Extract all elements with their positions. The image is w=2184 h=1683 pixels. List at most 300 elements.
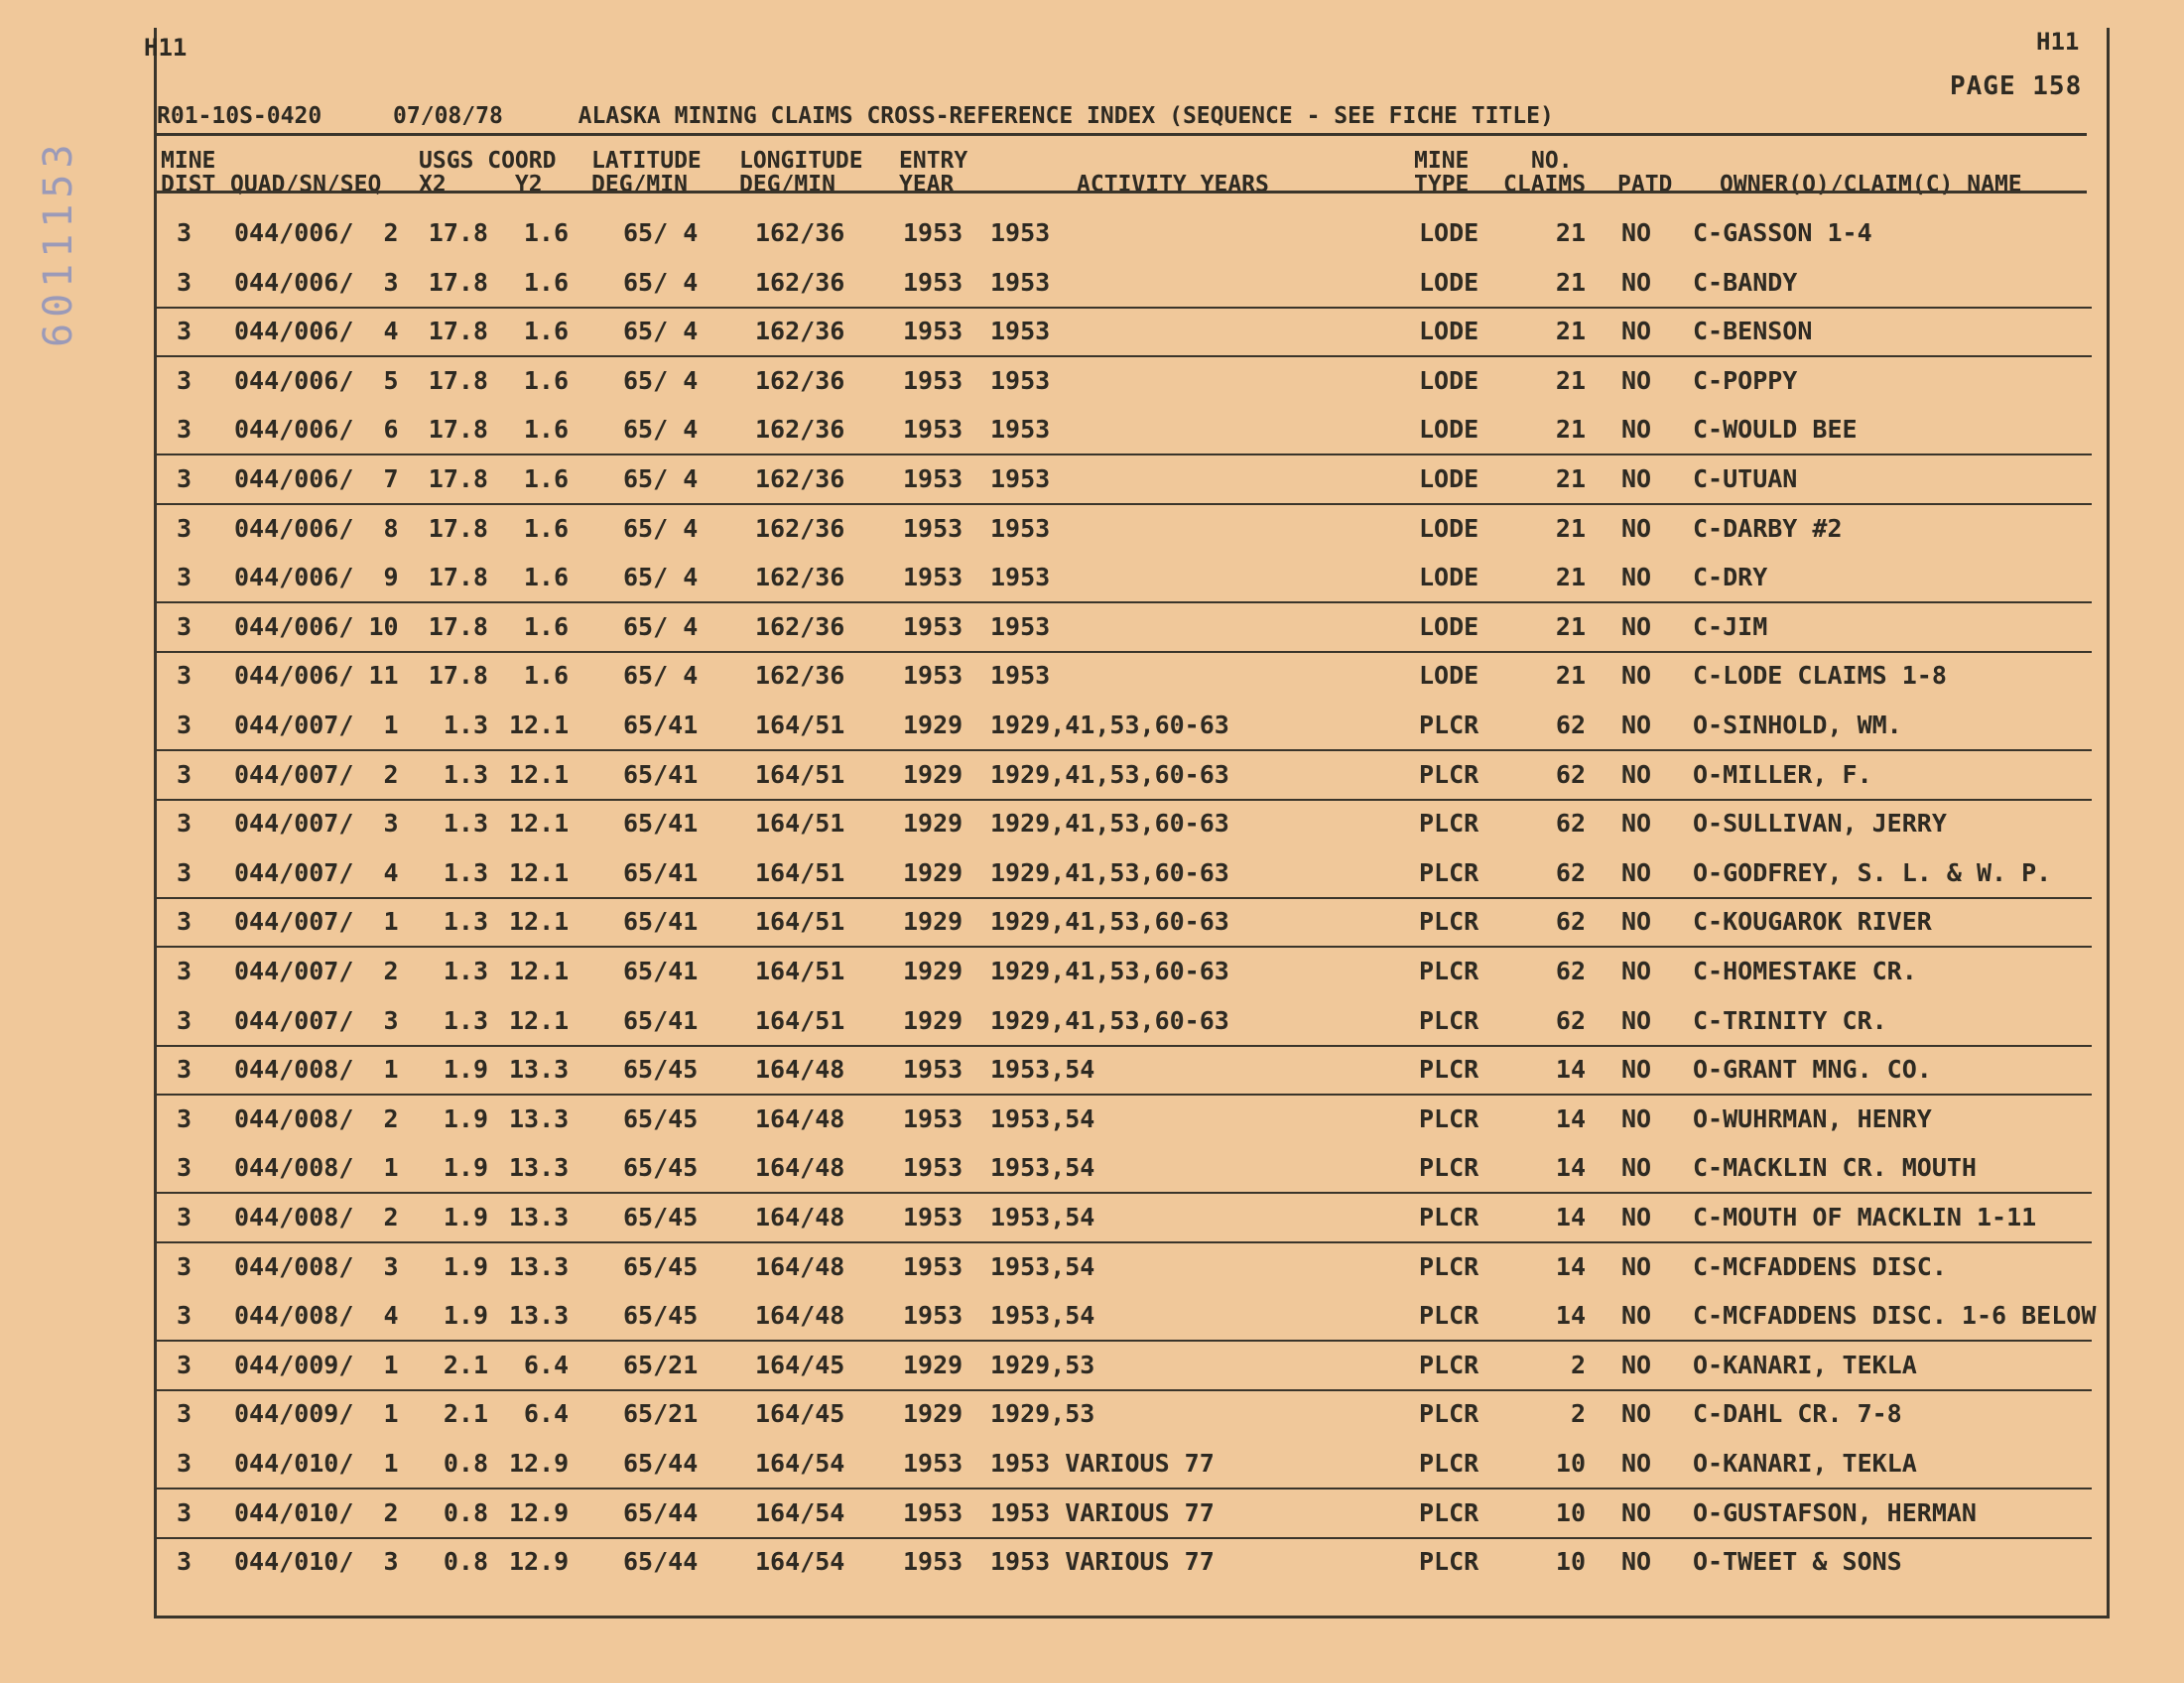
cell-type: LODE <box>1419 415 1479 445</box>
cell-lat: 65/ 4 <box>623 365 699 395</box>
cell-type: LODE <box>1419 563 1479 592</box>
cell-type: PLCR <box>1419 1547 1479 1577</box>
cell-lat: 65/45 <box>623 1103 699 1133</box>
cell-quad: 044/008/ 4 <box>234 1301 399 1331</box>
cell-owner: C-DRY <box>1693 563 1768 592</box>
cell-dist: 3 <box>177 513 193 543</box>
table-row <box>157 848 2092 899</box>
cell-x: 17.8 <box>428 464 488 493</box>
cell-entry: 1929 <box>903 809 964 839</box>
cell-pato: NO <box>1621 759 1652 789</box>
cell-claims: 21 <box>1555 218 1586 247</box>
cell-lat: 65/41 <box>623 759 699 789</box>
cell-owner: C-JIM <box>1693 611 1768 641</box>
cell-x: 2.1 <box>443 1399 488 1429</box>
cell-quad: 044/007/ 4 <box>234 857 399 887</box>
cell-entry: 1953 <box>903 1153 964 1183</box>
cell-type: PLCR <box>1419 1301 1479 1331</box>
cell-quad: 044/010/ 1 <box>234 1449 399 1478</box>
cell-lat: 65/41 <box>623 857 699 887</box>
cell-entry: 1929 <box>903 711 964 739</box>
cell-pato: NO <box>1621 1251 1652 1281</box>
cell-x: 1.9 <box>443 1203 488 1231</box>
fiche-stamp: 6011153 <box>36 138 81 347</box>
table-row <box>157 1439 2092 1489</box>
table-row <box>157 1489 2092 1539</box>
cell-pato: NO <box>1621 1547 1652 1577</box>
cell-entry: 1953 <box>903 218 964 247</box>
cell-lon: 164/48 <box>755 1301 845 1331</box>
cell-owner: O-KANARI, TEKLA <box>1693 1350 1917 1379</box>
cell-claims: 62 <box>1555 711 1586 739</box>
cell-y: 12.9 <box>509 1547 570 1577</box>
cell-type: LODE <box>1419 317 1479 346</box>
cell-type: LODE <box>1419 267 1479 297</box>
cell-entry: 1953 <box>903 267 964 297</box>
cell-owner: O-GUSTAFSON, HERMAN <box>1693 1497 1977 1527</box>
cell-quad: 044/006/ 3 <box>234 267 399 297</box>
table-row <box>157 897 2092 948</box>
cell-pato: NO <box>1621 907 1652 937</box>
cell-entry: 1929 <box>903 1350 964 1379</box>
header-rule <box>157 191 2087 194</box>
cell-claims: 10 <box>1555 1449 1586 1478</box>
cell-entry: 1953 <box>903 1497 964 1527</box>
cell-y: 12.1 <box>509 711 570 739</box>
cell-owner: O-GODFREY, S. L. & W. P. <box>1693 857 2052 887</box>
cell-y: 13.3 <box>509 1055 570 1085</box>
report-title: ALASKA MINING CLAIMS CROSS-REFERENCE INDEX (SEQUENCE - SEE FICHE TITLE) <box>578 103 1554 129</box>
cell-lon: 162/36 <box>755 365 845 395</box>
cell-activity: 1929,41,53,60-63 <box>990 907 1229 937</box>
cell-lon: 162/36 <box>755 415 845 445</box>
cell-dist: 3 <box>177 1103 193 1133</box>
cell-lon: 162/36 <box>755 267 845 297</box>
report-id: R01-10S-0420 <box>157 103 322 129</box>
cell-pato: NO <box>1621 857 1652 887</box>
cell-quad: 044/008/ 3 <box>234 1251 399 1281</box>
cell-activity: 1953 <box>990 563 1051 592</box>
cell-lon: 162/36 <box>755 563 845 592</box>
cell-quad: 044/007/ 2 <box>234 759 399 789</box>
cell-lat: 65/45 <box>623 1203 699 1231</box>
cell-dist: 3 <box>177 365 193 395</box>
table-row <box>157 1193 2092 1243</box>
cell-dist: 3 <box>177 711 193 739</box>
cell-claims: 62 <box>1555 907 1586 937</box>
cell-quad: 044/009/ 1 <box>234 1399 399 1429</box>
cell-x: 17.8 <box>428 317 488 346</box>
table-row <box>157 405 2092 455</box>
cell-type: PLCR <box>1419 1153 1479 1183</box>
header-pato: PATD <box>1617 172 1673 197</box>
cell-quad: 044/008/ 1 <box>234 1153 399 1183</box>
cell-entry: 1953 <box>903 1251 964 1281</box>
cell-activity: 1953,54 <box>990 1301 1095 1331</box>
cell-dist: 3 <box>177 317 193 346</box>
cell-pato: NO <box>1621 1203 1652 1231</box>
cell-entry: 1953 <box>903 464 964 493</box>
cell-owner: O-SULLIVAN, JERRY <box>1693 809 1947 839</box>
cell-x: 1.3 <box>443 809 488 839</box>
cell-owner: C-MACKLIN CR. MOUTH <box>1693 1153 1977 1183</box>
cell-quad: 044/006/ 8 <box>234 513 399 543</box>
cell-lon: 164/54 <box>755 1449 845 1478</box>
cell-owner: C-BANDY <box>1693 267 1798 297</box>
cell-type: LODE <box>1419 513 1479 543</box>
cell-claims: 14 <box>1555 1203 1586 1231</box>
cell-lon: 164/48 <box>755 1055 845 1085</box>
cell-activity: 1929,41,53,60-63 <box>990 857 1229 887</box>
cell-x: 1.3 <box>443 907 488 937</box>
cell-x: 1.3 <box>443 857 488 887</box>
cell-dist: 3 <box>177 661 193 691</box>
cell-dist: 3 <box>177 563 193 592</box>
cell-type: LODE <box>1419 464 1479 493</box>
header-quad: QUAD/SN/SEQ <box>230 172 382 197</box>
cell-y: 6.4 <box>523 1350 569 1379</box>
cell-pato: NO <box>1621 464 1652 493</box>
cell-activity: 1929,41,53,60-63 <box>990 1005 1229 1035</box>
cell-pato: NO <box>1621 1497 1652 1527</box>
cell-y: 13.3 <box>509 1153 570 1183</box>
cell-y: 13.3 <box>509 1251 570 1281</box>
cell-claims: 62 <box>1555 809 1586 839</box>
cell-dist: 3 <box>177 218 193 247</box>
cell-type: LODE <box>1419 661 1479 691</box>
cell-lat: 65/41 <box>623 1005 699 1035</box>
cell-owner: C-MCFADDENS DISC. 1-6 BELOW <box>1693 1301 2097 1331</box>
cell-activity: 1953 <box>990 365 1051 395</box>
cell-pato: NO <box>1621 1449 1652 1478</box>
cell-claims: 10 <box>1555 1497 1586 1527</box>
cell-lon: 164/51 <box>755 759 845 789</box>
cell-x: 1.9 <box>443 1055 488 1085</box>
cell-owner: C-BENSON <box>1693 317 1813 346</box>
cell-pato: NO <box>1621 1399 1652 1429</box>
cell-pato: NO <box>1621 809 1652 839</box>
cell-entry: 1953 <box>903 1449 964 1478</box>
cell-x: 17.8 <box>428 365 488 395</box>
cell-type: PLCR <box>1419 809 1479 839</box>
cell-owner: C-KOUGAROK RIVER <box>1693 907 1932 937</box>
cell-lon: 164/45 <box>755 1399 845 1429</box>
cell-x: 0.8 <box>443 1497 488 1527</box>
table-row <box>157 602 2092 653</box>
table-row <box>157 454 2092 505</box>
cell-dist: 3 <box>177 1399 193 1429</box>
table-row <box>157 258 2092 309</box>
cell-type: PLCR <box>1419 759 1479 789</box>
cell-pato: NO <box>1621 957 1652 985</box>
cell-x: 17.8 <box>428 267 488 297</box>
cell-claims: 62 <box>1555 759 1586 789</box>
cell-activity: 1929,53 <box>990 1399 1095 1429</box>
table-row <box>157 1341 2092 1391</box>
cell-claims: 21 <box>1555 317 1586 346</box>
cell-owner: C-DAHL CR. 7-8 <box>1693 1399 1902 1429</box>
cell-activity: 1953 <box>990 415 1051 445</box>
cell-quad: 044/007/ 1 <box>234 711 399 739</box>
table-row <box>157 1143 2092 1194</box>
cell-x: 1.9 <box>443 1301 488 1331</box>
cell-dist: 3 <box>177 1350 193 1379</box>
cell-dist: 3 <box>177 1203 193 1231</box>
cell-claims: 62 <box>1555 957 1586 985</box>
cell-quad: 044/008/ 2 <box>234 1103 399 1133</box>
cell-activity: 1953,54 <box>990 1055 1095 1085</box>
cell-y: 12.9 <box>509 1449 570 1478</box>
cell-type: PLCR <box>1419 1103 1479 1133</box>
cell-owner: C-UTUAN <box>1693 464 1798 493</box>
header-lon: LONGITUDE DEG/MIN <box>739 148 863 197</box>
cell-x: 17.8 <box>428 611 488 641</box>
cell-quad: 044/007/ 2 <box>234 957 399 985</box>
cell-dist: 3 <box>177 464 193 493</box>
report-date: 07/08/78 <box>393 103 503 129</box>
cell-x: 0.8 <box>443 1547 488 1577</box>
cell-x: 17.8 <box>428 563 488 592</box>
cell-entry: 1953 <box>903 1203 964 1231</box>
cell-pato: NO <box>1621 1055 1652 1085</box>
cell-x: 17.8 <box>428 661 488 691</box>
cell-activity: 1953 <box>990 513 1051 543</box>
cell-y: 12.1 <box>509 759 570 789</box>
cell-pato: NO <box>1621 365 1652 395</box>
cell-claims: 21 <box>1555 611 1586 641</box>
cell-claims: 62 <box>1555 1005 1586 1035</box>
cell-owner: C-HOMESTAKE CR. <box>1693 957 1917 985</box>
cell-x: 17.8 <box>428 513 488 543</box>
cell-type: PLCR <box>1419 857 1479 887</box>
cell-x: 1.3 <box>443 1005 488 1035</box>
cell-lon: 162/36 <box>755 317 845 346</box>
cell-quad: 044/009/ 1 <box>234 1350 399 1379</box>
cell-claims: 21 <box>1555 661 1586 691</box>
cell-pato: NO <box>1621 513 1652 543</box>
cell-pato: NO <box>1621 1005 1652 1035</box>
cell-claims: 2 <box>1570 1399 1586 1429</box>
cell-claims: 14 <box>1555 1251 1586 1281</box>
cell-type: LODE <box>1419 218 1479 247</box>
cell-entry: 1953 <box>903 1103 964 1133</box>
cell-owner: O-KANARI, TEKLA <box>1693 1449 1917 1478</box>
cell-activity: 1953 <box>990 661 1051 691</box>
table-row <box>157 701 2092 751</box>
cell-y: 13.3 <box>509 1203 570 1231</box>
cell-entry: 1953 <box>903 563 964 592</box>
cell-quad: 044/007/ 3 <box>234 809 399 839</box>
cell-lat: 65/21 <box>623 1350 699 1379</box>
table-row <box>157 996 2092 1047</box>
cell-lon: 162/36 <box>755 611 845 641</box>
table-row <box>157 307 2092 357</box>
cell-y: 12.1 <box>509 957 570 985</box>
cell-x: 0.8 <box>443 1449 488 1478</box>
cell-dist: 3 <box>177 1055 193 1085</box>
cell-pato: NO <box>1621 563 1652 592</box>
cell-lon: 164/45 <box>755 1350 845 1379</box>
cell-activity: 1953 VARIOUS 77 <box>990 1497 1215 1527</box>
cell-lat: 65/ 4 <box>623 218 699 247</box>
cell-pato: NO <box>1621 218 1652 247</box>
cell-entry: 1953 <box>903 1301 964 1331</box>
cell-y: 6.4 <box>523 1399 569 1429</box>
table-row <box>157 356 2092 405</box>
cell-y: 12.1 <box>509 1005 570 1035</box>
cell-owner: O-TWEET & SONS <box>1693 1547 1902 1577</box>
table-row <box>157 1095 2092 1143</box>
cell-lat: 65/45 <box>623 1055 699 1085</box>
cell-claims: 21 <box>1555 464 1586 493</box>
cell-entry: 1953 <box>903 611 964 641</box>
cell-pato: NO <box>1621 267 1652 297</box>
cell-lat: 65/ 4 <box>623 563 699 592</box>
cell-lon: 164/51 <box>755 957 845 985</box>
cell-entry: 1953 <box>903 317 964 346</box>
cell-activity: 1953,54 <box>990 1203 1095 1231</box>
cell-entry: 1929 <box>903 857 964 887</box>
cell-lat: 65/ 4 <box>623 267 699 297</box>
cell-owner: O-MILLER, F. <box>1693 759 1872 789</box>
cell-type: PLCR <box>1419 1055 1479 1085</box>
cell-owner: C-GASSON 1-4 <box>1693 218 1872 247</box>
cell-quad: 044/007/ 3 <box>234 1005 399 1035</box>
cell-lat: 65/45 <box>623 1251 699 1281</box>
cell-type: PLCR <box>1419 1005 1479 1035</box>
cell-activity: 1953 <box>990 317 1051 346</box>
cell-owner: C-MCFADDENS DISC. <box>1693 1251 1947 1281</box>
cell-lat: 65/41 <box>623 957 699 985</box>
cell-pato: NO <box>1621 317 1652 346</box>
cell-claims: 14 <box>1555 1301 1586 1331</box>
cell-lon: 162/36 <box>755 464 845 493</box>
cell-type: LODE <box>1419 611 1479 641</box>
cell-y: 1.6 <box>523 317 569 346</box>
cell-owner: C-DARBY #2 <box>1693 513 1843 543</box>
cell-x: 1.3 <box>443 957 488 985</box>
cell-type: PLCR <box>1419 1399 1479 1429</box>
cell-entry: 1953 <box>903 513 964 543</box>
cell-y: 13.3 <box>509 1103 570 1133</box>
cell-y: 1.6 <box>523 218 569 247</box>
cell-lon: 162/36 <box>755 513 845 543</box>
cell-quad: 044/006/ 9 <box>234 563 399 592</box>
cell-activity: 1929,41,53,60-63 <box>990 957 1229 985</box>
table-row <box>157 1242 2092 1291</box>
cell-activity: 1953,54 <box>990 1153 1095 1183</box>
cell-lon: 164/48 <box>755 1251 845 1281</box>
cell-y: 1.6 <box>523 513 569 543</box>
cell-dist: 3 <box>177 1005 193 1035</box>
cell-claims: 21 <box>1555 267 1586 297</box>
cell-pato: NO <box>1621 1103 1652 1133</box>
cell-pato: NO <box>1621 1301 1652 1331</box>
cell-lat: 65/44 <box>623 1449 699 1478</box>
cell-owner: C-TRINITY CR. <box>1693 1005 1887 1035</box>
header-owner: OWNER(O)/CLAIM(C) NAME <box>1720 172 2022 197</box>
cell-claims: 14 <box>1555 1153 1586 1183</box>
cell-lat: 65/21 <box>623 1399 699 1429</box>
cell-activity: 1953 <box>990 218 1051 247</box>
cell-quad: 044/010/ 2 <box>234 1497 399 1527</box>
cell-y: 12.9 <box>509 1497 570 1527</box>
cell-dist: 3 <box>177 1449 193 1478</box>
cell-quad: 044/006/ 5 <box>234 365 399 395</box>
cell-dist: 3 <box>177 1301 193 1331</box>
cell-claims: 10 <box>1555 1547 1586 1577</box>
cell-claims: 21 <box>1555 563 1586 592</box>
cell-x: 17.8 <box>428 415 488 445</box>
cell-claims: 21 <box>1555 415 1586 445</box>
header-lat: LATITUDE DEG/MIN <box>591 148 702 197</box>
cell-activity: 1953,54 <box>990 1103 1095 1133</box>
cell-lat: 65/ 4 <box>623 661 699 691</box>
cell-y: 13.3 <box>509 1301 570 1331</box>
cell-entry: 1929 <box>903 759 964 789</box>
table-row <box>157 1537 2092 1586</box>
cell-lat: 65/41 <box>623 907 699 937</box>
cell-dist: 3 <box>177 1251 193 1281</box>
cell-claims: 14 <box>1555 1055 1586 1085</box>
cell-lon: 164/51 <box>755 857 845 887</box>
cell-dist: 3 <box>177 857 193 887</box>
cell-lon: 164/48 <box>755 1203 845 1231</box>
cell-entry: 1953 <box>903 1055 964 1085</box>
cell-claims: 62 <box>1555 857 1586 887</box>
cell-activity: 1929,53 <box>990 1350 1095 1379</box>
cell-y: 12.1 <box>509 857 570 887</box>
table-row <box>157 1045 2092 1096</box>
cell-y: 1.6 <box>523 661 569 691</box>
cell-quad: 044/006/ 6 <box>234 415 399 445</box>
cell-quad: 044/006/ 11 <box>234 661 399 691</box>
cell-y: 12.1 <box>509 907 570 937</box>
cell-type: PLCR <box>1419 1203 1479 1231</box>
cell-type: PLCR <box>1419 1449 1479 1478</box>
cell-activity: 1953 <box>990 464 1051 493</box>
cell-activity: 1953 VARIOUS 77 <box>990 1547 1215 1577</box>
table-row <box>157 651 2092 700</box>
header-dist: MINE DIST <box>161 148 216 197</box>
table-row <box>157 947 2092 995</box>
cell-owner: C-POPPY <box>1693 365 1798 395</box>
cell-activity: 1953 <box>990 611 1051 641</box>
table-row <box>157 1291 2097 1342</box>
cell-y: 12.1 <box>509 809 570 839</box>
cell-entry: 1953 <box>903 365 964 395</box>
cell-dist: 3 <box>177 957 193 985</box>
cell-y: 1.6 <box>523 415 569 445</box>
cell-dist: 3 <box>177 415 193 445</box>
cell-dist: 3 <box>177 1547 193 1577</box>
cell-type: PLCR <box>1419 711 1479 739</box>
cell-lat: 65/44 <box>623 1497 699 1527</box>
cell-lat: 65/44 <box>623 1547 699 1577</box>
cell-x: 1.3 <box>443 759 488 789</box>
cell-lon: 164/54 <box>755 1547 845 1577</box>
cell-type: LODE <box>1419 365 1479 395</box>
cell-x: 1.3 <box>443 711 488 739</box>
cell-x: 1.9 <box>443 1153 488 1183</box>
header-activity: ACTIVITY YEARS <box>1077 172 1269 197</box>
cell-lat: 65/ 4 <box>623 415 699 445</box>
cell-pato: NO <box>1621 611 1652 641</box>
cell-activity: 1953 VARIOUS 77 <box>990 1449 1215 1478</box>
page-number: PAGE 158 <box>1950 71 2083 101</box>
corner-code-left: H11 <box>144 34 188 62</box>
cell-dist: 3 <box>177 759 193 789</box>
